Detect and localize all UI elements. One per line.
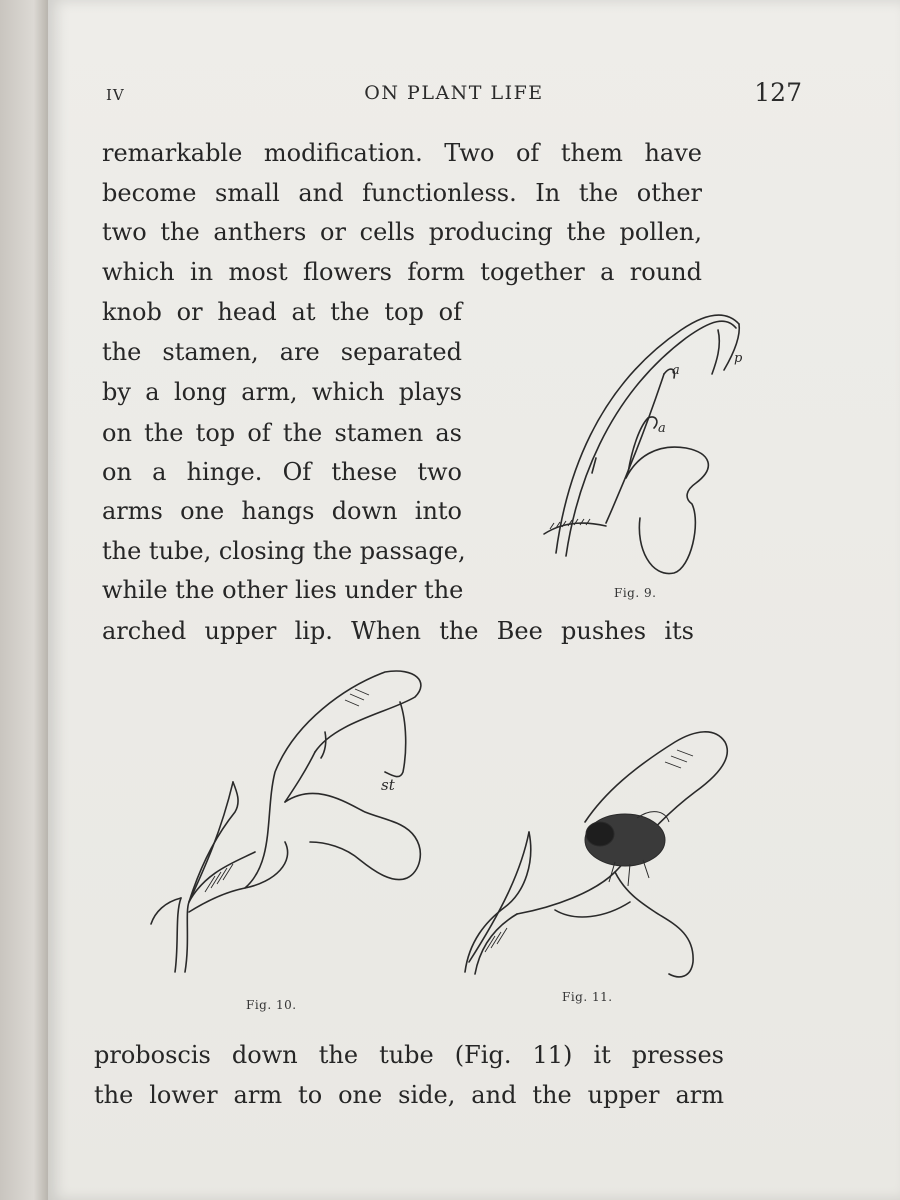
body-line: the tube, closing the passage, (102, 537, 466, 565)
body-line: on the top of the stamen as (102, 419, 462, 447)
body-line: knob or head at the top of (102, 298, 462, 326)
figure-11-drawing (455, 722, 745, 984)
figure-10-drawing (145, 662, 435, 980)
label-st: st (381, 776, 395, 794)
figure-9-caption: Fig. 9. (614, 586, 657, 600)
label-a-lower: a (658, 421, 666, 436)
figure-11-caption: Fig. 11. (562, 990, 613, 1004)
body-line: arms one hangs down into (102, 497, 462, 525)
figure-9 (536, 308, 766, 580)
body-line: the stamen, are separated (102, 338, 462, 366)
body-line: while the other lies under the (102, 576, 464, 604)
figure-10 (145, 662, 435, 980)
page-number: 127 (754, 78, 802, 107)
body-line: which in most flowers form together a round (102, 258, 702, 286)
body-line: arched upper lip. When the Bee pushes its (102, 617, 694, 645)
figure-10-caption: Fig. 10. (246, 998, 297, 1012)
body-line: by a long arm, which plays (102, 378, 462, 406)
book-gutter (0, 0, 48, 1200)
running-title: ON PLANT LIFE (364, 82, 544, 104)
label-a-upper: a (672, 363, 680, 378)
body-line: the lower arm to one side, and the upper arm (94, 1081, 724, 1109)
body-line: become small and functionless. In the other (102, 179, 702, 207)
figure-9-drawing (536, 308, 766, 580)
chapter-number: IV (106, 86, 125, 104)
label-p: p (734, 351, 743, 366)
figure-11 (455, 722, 745, 984)
body-line: proboscis down the tube (Fig. 11) it presses (94, 1041, 724, 1069)
body-line: on a hinge. Of these two (102, 458, 462, 486)
page-header (106, 78, 802, 110)
body-line: remarkable modification. Two of them have (102, 139, 702, 167)
body-line: two the anthers or cells producing the pollen, (102, 218, 702, 246)
